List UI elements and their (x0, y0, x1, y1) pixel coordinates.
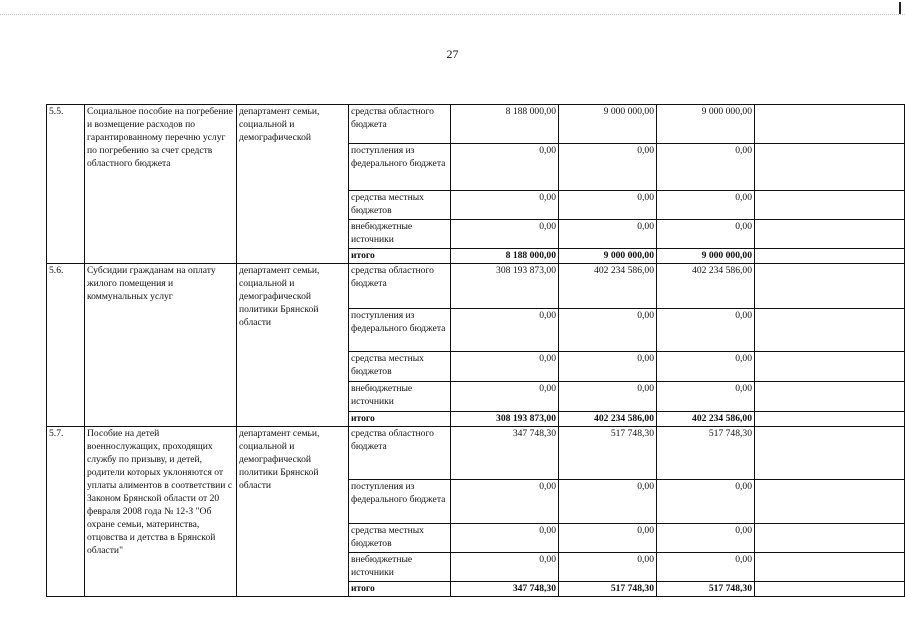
funding-source: средства местных бюджетов (349, 524, 451, 553)
page-number: 27 (446, 47, 459, 61)
amount-year-3: 0,00 (657, 220, 755, 249)
funding-source: средства областного бюджета (349, 427, 451, 480)
amount-year-1: 0,00 (451, 144, 559, 191)
funding-source: внебюджетные источники (349, 382, 451, 412)
amount-year-2: 9 000 000,00 (559, 105, 657, 144)
empty-cell (755, 524, 905, 553)
amount-year-2: 0,00 (559, 553, 657, 582)
empty-cell (755, 582, 905, 597)
amount-year-2: 0,00 (559, 309, 657, 352)
amount-year-3: 517 748,30 (657, 582, 755, 597)
amount-year-1: 308 193 873,00 (451, 412, 559, 427)
amount-year-2: 0,00 (559, 144, 657, 191)
funding-source: поступления из федерального бюджета (349, 309, 451, 352)
amount-year-3: 0,00 (657, 382, 755, 412)
scan-edge-mark (899, 2, 901, 14)
amount-year-2: 0,00 (559, 220, 657, 249)
scan-top-border (0, 14, 905, 21)
funding-source: средства местных бюджетов (349, 191, 451, 220)
amount-year-1: 347 748,30 (451, 582, 559, 597)
measure-name: Субсидии гражданам на оплату жилого помещения и коммунальных услуг (85, 264, 237, 427)
amount-year-3: 0,00 (657, 524, 755, 553)
amount-year-2: 0,00 (559, 382, 657, 412)
item-code: 5.6. (47, 264, 85, 427)
amount-year-2: 517 748,30 (559, 582, 657, 597)
measure-name: Пособие на детей военнослужащих, проходящих службу по призыву, и детей, родители которых уклоняются от уплаты алиментов в соответствии с Законом Брянской области от 20 февраля 2008 года № 12-З "Об охране семьи, материнства, отцовства и детства в Брянской области" (85, 427, 237, 597)
amount-year-3: 9 000 000,00 (657, 249, 755, 264)
amount-year-1: 0,00 (451, 191, 559, 220)
budget-row (47, 427, 905, 480)
amount-year-1: 0,00 (451, 309, 559, 352)
amount-year-3: 0,00 (657, 191, 755, 220)
amount-year-3: 0,00 (657, 480, 755, 524)
amount-year-3: 402 234 586,00 (657, 264, 755, 309)
amount-year-1: 8 188 000,00 (451, 105, 559, 144)
amount-year-2: 0,00 (559, 352, 657, 382)
empty-cell (755, 553, 905, 582)
empty-cell (755, 382, 905, 412)
amount-year-2: 9 000 000,00 (559, 249, 657, 264)
funding-source: итого (349, 412, 451, 427)
empty-cell (755, 249, 905, 264)
empty-cell (755, 412, 905, 427)
funding-source: поступления из федерального бюджета (349, 480, 451, 524)
funding-source: внебюджетные источники (349, 553, 451, 582)
budget-row (47, 105, 905, 144)
funding-source: средства областного бюджета (349, 264, 451, 309)
budget-table (46, 104, 905, 597)
amount-year-2: 0,00 (559, 191, 657, 220)
funding-source: итого (349, 249, 451, 264)
amount-year-3: 0,00 (657, 352, 755, 382)
amount-year-2: 0,00 (559, 480, 657, 524)
amount-year-1: 0,00 (451, 352, 559, 382)
amount-year-3: 9 000 000,00 (657, 105, 755, 144)
amount-year-1: 0,00 (451, 524, 559, 553)
amount-year-1: 8 188 000,00 (451, 249, 559, 264)
amount-year-1: 0,00 (451, 480, 559, 524)
empty-cell (755, 480, 905, 524)
empty-cell (755, 191, 905, 220)
empty-cell (755, 220, 905, 249)
item-code: 5.7. (47, 427, 85, 597)
empty-cell (755, 264, 905, 309)
amount-year-2: 402 234 586,00 (559, 264, 657, 309)
empty-cell (755, 309, 905, 352)
executor: департамент семьи, социальной и демографической политики Брянской области (237, 264, 349, 427)
amount-year-3: 517 748,30 (657, 427, 755, 480)
executor: департамент семьи, социальной и демографической (237, 105, 349, 264)
empty-cell (755, 352, 905, 382)
empty-cell (755, 105, 905, 144)
funding-source: внебюджетные источники (349, 220, 451, 249)
amount-year-2: 0,00 (559, 524, 657, 553)
funding-source: средства местных бюджетов (349, 352, 451, 382)
amount-year-1: 308 193 873,00 (451, 264, 559, 309)
funding-source: итого (349, 582, 451, 597)
amount-year-1: 0,00 (451, 220, 559, 249)
executor: департамент семьи, социальной и демографической политики Брянской области (237, 427, 349, 597)
measure-name: Социальное пособие на погребение и возмещение расходов по гарантированному перечню услуг по погребению за счет средств областного бюджета (85, 105, 237, 264)
amount-year-1: 0,00 (451, 382, 559, 412)
amount-year-3: 0,00 (657, 553, 755, 582)
item-code: 5.5. (47, 105, 85, 264)
amount-year-3: 0,00 (657, 309, 755, 352)
budget-row (47, 264, 905, 309)
amount-year-2: 402 234 586,00 (559, 412, 657, 427)
amount-year-3: 0,00 (657, 144, 755, 191)
funding-source: средства областного бюджета (349, 105, 451, 144)
empty-cell (755, 427, 905, 480)
amount-year-1: 0,00 (451, 553, 559, 582)
amount-year-1: 347 748,30 (451, 427, 559, 480)
funding-source: поступления из федерального бюджета (349, 144, 451, 191)
amount-year-3: 402 234 586,00 (657, 412, 755, 427)
empty-cell (755, 144, 905, 191)
amount-year-2: 517 748,30 (559, 427, 657, 480)
